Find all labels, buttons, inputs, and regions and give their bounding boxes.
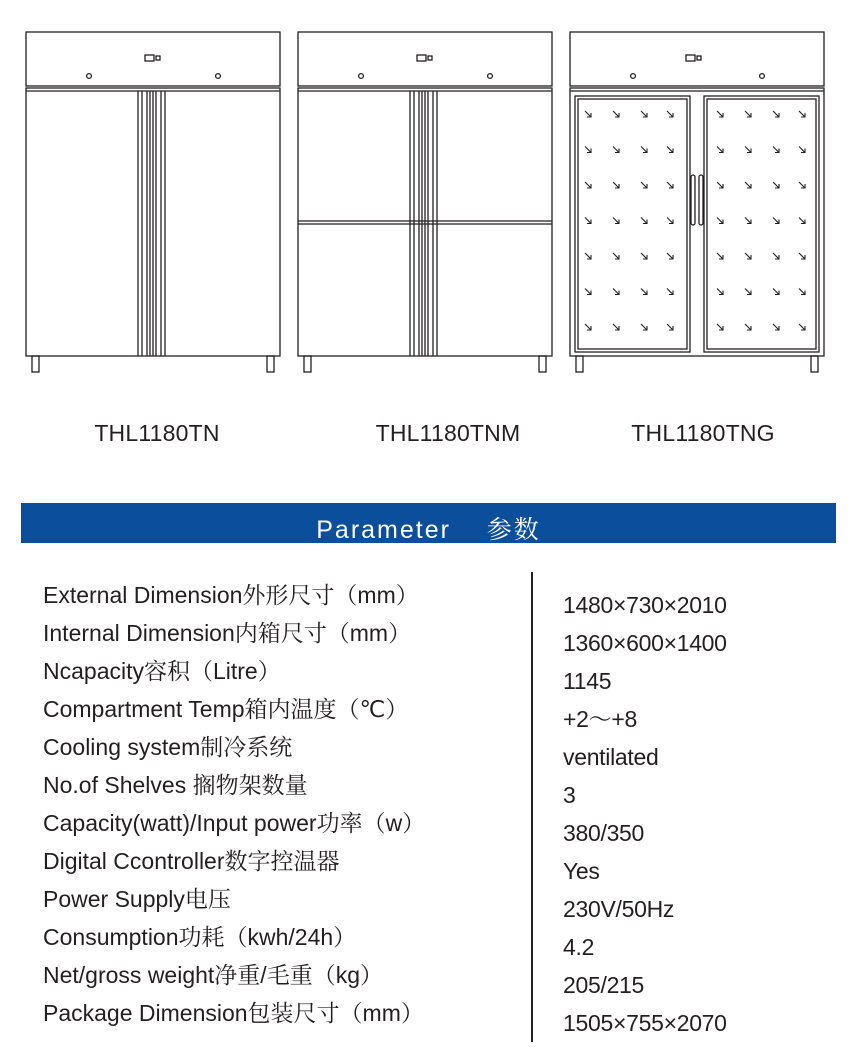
parameter-labels xyxy=(43,578,425,1034)
param-label: Internal Dimension内箱尺寸（mm） xyxy=(43,620,412,646)
param-value: 3 xyxy=(563,782,576,808)
param-label: Capacity(watt)/Input power功率（w） xyxy=(43,810,426,836)
glass-pattern-mark xyxy=(667,218,673,224)
glass-pattern-mark xyxy=(667,253,673,259)
glass-pattern-mark xyxy=(717,324,723,330)
glass-pattern-mark xyxy=(745,182,751,188)
param-value: ventilated xyxy=(563,744,659,770)
glass-pattern-mark xyxy=(585,147,591,153)
param-value: 1480×730×2010 xyxy=(563,592,727,618)
model-label-tnm: THL1180TNM xyxy=(375,420,521,446)
param-value: 380/350 xyxy=(563,820,645,846)
glass-pattern-mark xyxy=(667,182,673,188)
glass-pattern-mark xyxy=(585,182,591,188)
parameter-values xyxy=(563,588,727,1044)
param-value: 230V/50Hz xyxy=(563,896,675,922)
glass-pattern-mark xyxy=(667,289,673,295)
glass-pattern-mark xyxy=(613,218,619,224)
glass-pattern-mark xyxy=(773,289,779,295)
glass-pattern-mark xyxy=(641,111,647,117)
glass-pattern-mark xyxy=(613,289,619,295)
glass-pattern-mark xyxy=(613,147,619,153)
glass-pattern-mark xyxy=(717,253,723,259)
param-label: Power Supply电压 xyxy=(43,886,231,912)
glass-pattern-mark xyxy=(773,218,779,224)
glass-pattern-mark xyxy=(585,218,591,224)
glass-pattern-mark xyxy=(585,289,591,295)
glass-pattern-mark xyxy=(613,253,619,259)
parameter-banner xyxy=(21,503,836,543)
model-label-tn: THL1180TN xyxy=(94,420,220,446)
param-label: Digital Ccontroller数字控温器 xyxy=(43,848,340,874)
glass-pattern-mark xyxy=(613,182,619,188)
glass-pattern-mark xyxy=(717,218,723,224)
banner-title: Parameter 参数 xyxy=(316,516,541,544)
glass-pattern-mark xyxy=(799,289,805,295)
glass-pattern-mark xyxy=(799,324,805,330)
glass-pattern-mark xyxy=(641,182,647,188)
glass-pattern-mark xyxy=(641,253,647,259)
glass-pattern-mark xyxy=(799,253,805,259)
glass-pattern-mark xyxy=(745,324,751,330)
param-label: No.of Shelves 搁物架数量 xyxy=(43,772,308,798)
param-label: Net/gross weight净重/毛重（kg） xyxy=(43,962,383,988)
param-label: Compartment Temp箱内温度（℃） xyxy=(43,696,409,722)
param-label: Cooling system制冷系统 xyxy=(43,734,293,760)
glass-pattern-mark xyxy=(641,324,647,330)
param-value: 205/215 xyxy=(563,972,645,998)
glass-pattern-mark xyxy=(745,289,751,295)
glass-pattern-mark xyxy=(773,253,779,259)
glass-pattern-mark xyxy=(667,111,673,117)
param-label: Ncapacity容积（Litre） xyxy=(43,658,281,684)
glass-pattern-mark xyxy=(799,182,805,188)
fridge-drawing-tnm xyxy=(294,28,556,378)
glass-pattern-mark xyxy=(745,111,751,117)
glass-pattern-mark xyxy=(745,253,751,259)
glass-pattern-mark xyxy=(585,253,591,259)
glass-pattern-mark xyxy=(773,182,779,188)
param-value: 1360×600×1400 xyxy=(563,630,727,656)
param-label: Package Dimension包装尺寸（mm） xyxy=(43,1000,424,1026)
fridge-drawing-tn xyxy=(22,28,284,378)
glass-pattern-mark xyxy=(667,147,673,153)
glass-pattern-mark xyxy=(641,218,647,224)
glass-pattern-mark xyxy=(745,218,751,224)
glass-pattern-mark xyxy=(799,147,805,153)
fridge-drawing-tng xyxy=(566,28,828,378)
glass-pattern-mark xyxy=(773,324,779,330)
glass-pattern-mark xyxy=(585,111,591,117)
glass-pattern-mark xyxy=(613,111,619,117)
glass-pattern-mark xyxy=(773,147,779,153)
glass-pattern-mark xyxy=(641,289,647,295)
glass-pattern-mark xyxy=(799,111,805,117)
column-divider xyxy=(531,572,533,1042)
param-value: +2～+8 xyxy=(563,706,637,732)
glass-pattern-mark xyxy=(745,147,751,153)
param-label: Consumption功耗（kwh/24h） xyxy=(43,924,357,950)
glass-pattern-mark xyxy=(613,324,619,330)
glass-pattern-mark xyxy=(717,147,723,153)
param-value: Yes xyxy=(563,858,600,884)
param-value: 1145 xyxy=(563,668,612,694)
glass-pattern-mark xyxy=(585,324,591,330)
glass-pattern-mark xyxy=(717,111,723,117)
glass-pattern-mark xyxy=(773,111,779,117)
glass-pattern-mark xyxy=(667,324,673,330)
glass-pattern-mark xyxy=(717,182,723,188)
param-label: External Dimension外形尺寸（mm） xyxy=(43,582,419,608)
glass-pattern-mark xyxy=(799,218,805,224)
glass-pattern-mark xyxy=(717,289,723,295)
glass-pattern-mark xyxy=(641,147,647,153)
param-value: 1505×755×2070 xyxy=(563,1010,727,1036)
model-label-tng: THL1180TNG xyxy=(631,420,775,446)
param-value: 4.2 xyxy=(563,934,595,960)
